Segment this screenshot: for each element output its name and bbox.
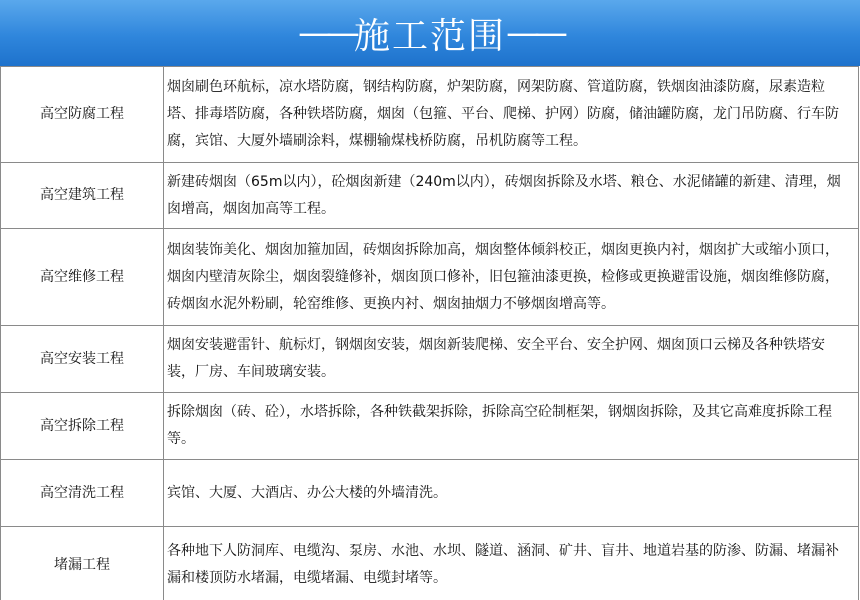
table-row	[1, 326, 859, 393]
table-row	[1, 67, 859, 163]
table-row	[1, 393, 859, 460]
table-row	[1, 163, 859, 229]
description-cell: 烟囱刷色环航标，凉水塔防腐，钢结构防腐，炉架防腐，网架防腐、管道防腐，铁烟囱油漆防腐，尿素造粒塔、排毒塔防腐，各种铁塔防腐，烟囱（包箍、平台、爬梯、护网）防腐，储油罐防腐，龙门吊防腐、行车防腐，宾馆、大厦外墙刷涂料，煤棚输煤栈桥防腐，吊机防腐等工程。	[164, 67, 859, 163]
section-header	[0, 0, 860, 66]
description-cell: 烟囱安装避雷针、航标灯，钢烟囱安装，烟囱新装爬梯、安全平台、安全护网、烟囱顶口云梯及各种铁塔安装，厂房、车间玻璃安装。	[164, 326, 859, 393]
category-cell: 高空安装工程	[1, 326, 164, 393]
header-right-dash: ——	[506, 13, 562, 53]
header-left-dash: ——	[297, 13, 354, 53]
scope-table	[0, 66, 859, 600]
table-row	[1, 229, 859, 326]
category-cell: 高空建筑工程	[1, 163, 164, 229]
description-cell: 烟囱装饰美化、烟囱加箍加固，砖烟囱拆除加高，烟囱整体倾斜校正，烟囱更换内衬，烟囱扩大或缩小顶口，烟囱内壁清灰除尘，烟囱裂缝修补，烟囱顶口修补，旧包箍油漆更换，检修或更换避雷设施，烟囱维修防腐，砖烟囱水泥外粉刷，轮窑维修、更换内衬、烟囱抽烟力不够烟囱增高等。	[164, 229, 859, 326]
category-cell: 高空清洗工程	[1, 460, 164, 527]
table-row	[1, 460, 859, 527]
description-cell: 新建砖烟囱（65m以内），砼烟囱新建（240m以内），砖烟囱拆除及水塔、粮仓、水泥储罐的新建、清理，烟囱增高，烟囱加高等工程。	[164, 163, 859, 229]
description-cell: 宾馆、大厦、大酒店、办公大楼的外墙清洗。	[164, 460, 859, 527]
category-cell: 高空防腐工程	[1, 67, 164, 163]
table-row	[1, 527, 859, 600]
description-cell: 拆除烟囱（砖、砼），水塔拆除，各种铁截架拆除，拆除高空砼制框架，钢烟囱拆除，及其它高难度拆除工程等。	[164, 393, 859, 460]
description-cell: 各种地下人防洞库、电缆沟、泵房、水池、水坝、隧道、涵洞、矿井、盲井、地道岩基的防渗、防漏、堵漏补漏和楼顶防水堵漏，电缆堵漏、电缆封堵等。	[164, 527, 859, 600]
category-cell: 堵漏工程	[1, 527, 164, 600]
header-title: 施工范围	[353, 15, 506, 57]
category-cell: 高空维修工程	[1, 229, 164, 326]
category-cell: 高空拆除工程	[1, 393, 164, 460]
